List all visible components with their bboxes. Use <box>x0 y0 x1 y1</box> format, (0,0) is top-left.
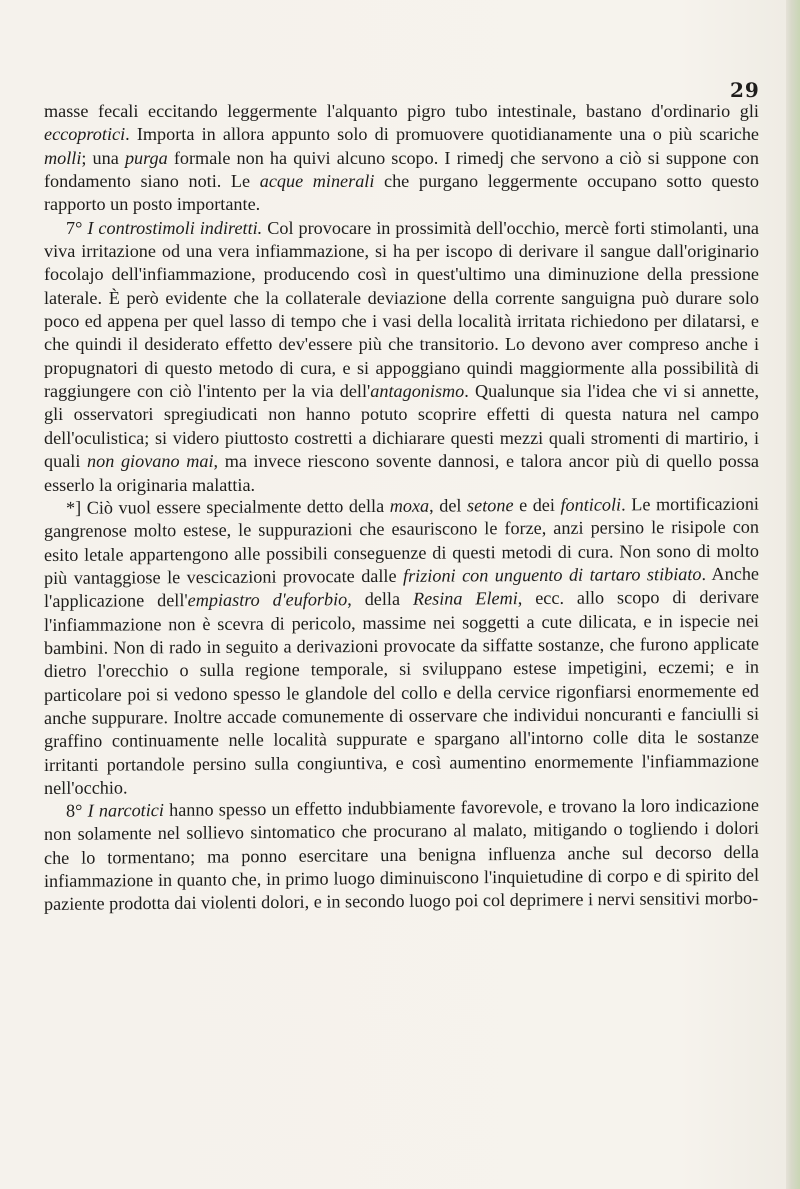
paragraph-moxa-footnote: *] Ciò vuol essere specialmente detto della moxa, del setone e dei fonticoli. Le mortificazioni gangrenose molto estese, le suppurazioni che esauriscono le forze, anzi persino le risipole con esito letale appartengono alle possibili conseguenze di questi metodi di cura. Non sono di molto più vantaggiose le vescicazioni provocate dalle frizioni con unguento di tartaro stibiato. Anche l'applicazione dell'empiastro d'euforbio, della Resina Elemi, ecc. allo scopo di derivare l'infiammazione non è scevra di pericolo, massime nei soggetti a cute dilicata, e in ispecie nei bambini. Non di rado in seguito a derivazioni provocate da siffatte sostanze, che furono applicate dietro l'orecchio o sulla regione temporale, si sviluppano estese impetigini, eczemi; e in particolare poi si vedono spesso le glandole del collo e della cervice rigonfiarsi enormemente ed anche suppurare. Inoltre accade comunemente di osservare che individui noncuranti e fanciulli si graffino continuamente nelle località suppurate e spargano all'intorno colle dita le sostanze irritanti portandole persino sulla congiuntiva, e così aumentino enormemente l'infiammazione nell'occhio. <box>44 493 760 798</box>
page-number: 29 <box>730 78 760 102</box>
body-text <box>44 100 759 917</box>
paragraph-narcotics: 8° I narcotici hanno spesso un effetto indubbiamente favorevole, e trovano la loro indicazione non solamente nel sollievo sintomatico che procurano al malato, mitigando o togliendo i dolori che lo tormentano; ma ponno esercitare una benigna influenza anche sul decorso della infiammazione in quanto che, in primo luogo diminuiscono l'inquietudine di corpo e di spirito del paziente prodotta dai violenti dolori, e in secondo luogo poi col deprimere i nervi sensitivi morbo- <box>44 795 759 915</box>
page-edge <box>786 0 800 1189</box>
paragraph-purgatives: masse fecali eccitando leggermente l'alquanto pigro tubo intestinale, bastano d'ordinario gli eccoprotici. Importa in allora appunto solo di promuovere quotidianamente una o più scariche molli; una purga formale non ha quivi alcuno scopo. I rimedj che servono a ciò si suppone con fondamento siano noti. Le acque minerali che purgano leggermente occupano sotto questo rapporto un posto importante. <box>44 101 759 215</box>
paragraph-counterirritants: 7° I controstimoli indiretti. Col provocare in prossimità dell'occhio, mercè forti stimolanti, una viva irritazione od una vera infiammazione, si ha per iscopo di derivare il sangue dall'originario focolajo dell'infiammazione, producendo così in quest'ultimo una diminuzione della pressione laterale. È però evidente che la collaterale deviazione della corrente sanguigna può durare solo poco ed appena per quel lasso di tempo che i vasi della località irritata richiedono per dilatarsi, e che quindi il desiderato effetto dev'essere più che transitorio. Lo devono aver compreso anche i propugnatori di questo metodo di cura, e si appoggiano quindi maggiormente alla possibilità di raggiungere con ciò l'intento per la via dell'antagonismo. Qualunque sia l'idea che vi si annette, gli osservatori spregiudicati non hanno potuto scoprire effetti di questa natura nel campo dell'oculistica; si videro piuttosto costretti a dichiarare questi mezzi quali stromenti di martirio, i quali non giovano mai, ma invece riescono sovente dannosi, e talora ancor più di quello possa esserlo la originaria malattia. <box>44 217 759 495</box>
